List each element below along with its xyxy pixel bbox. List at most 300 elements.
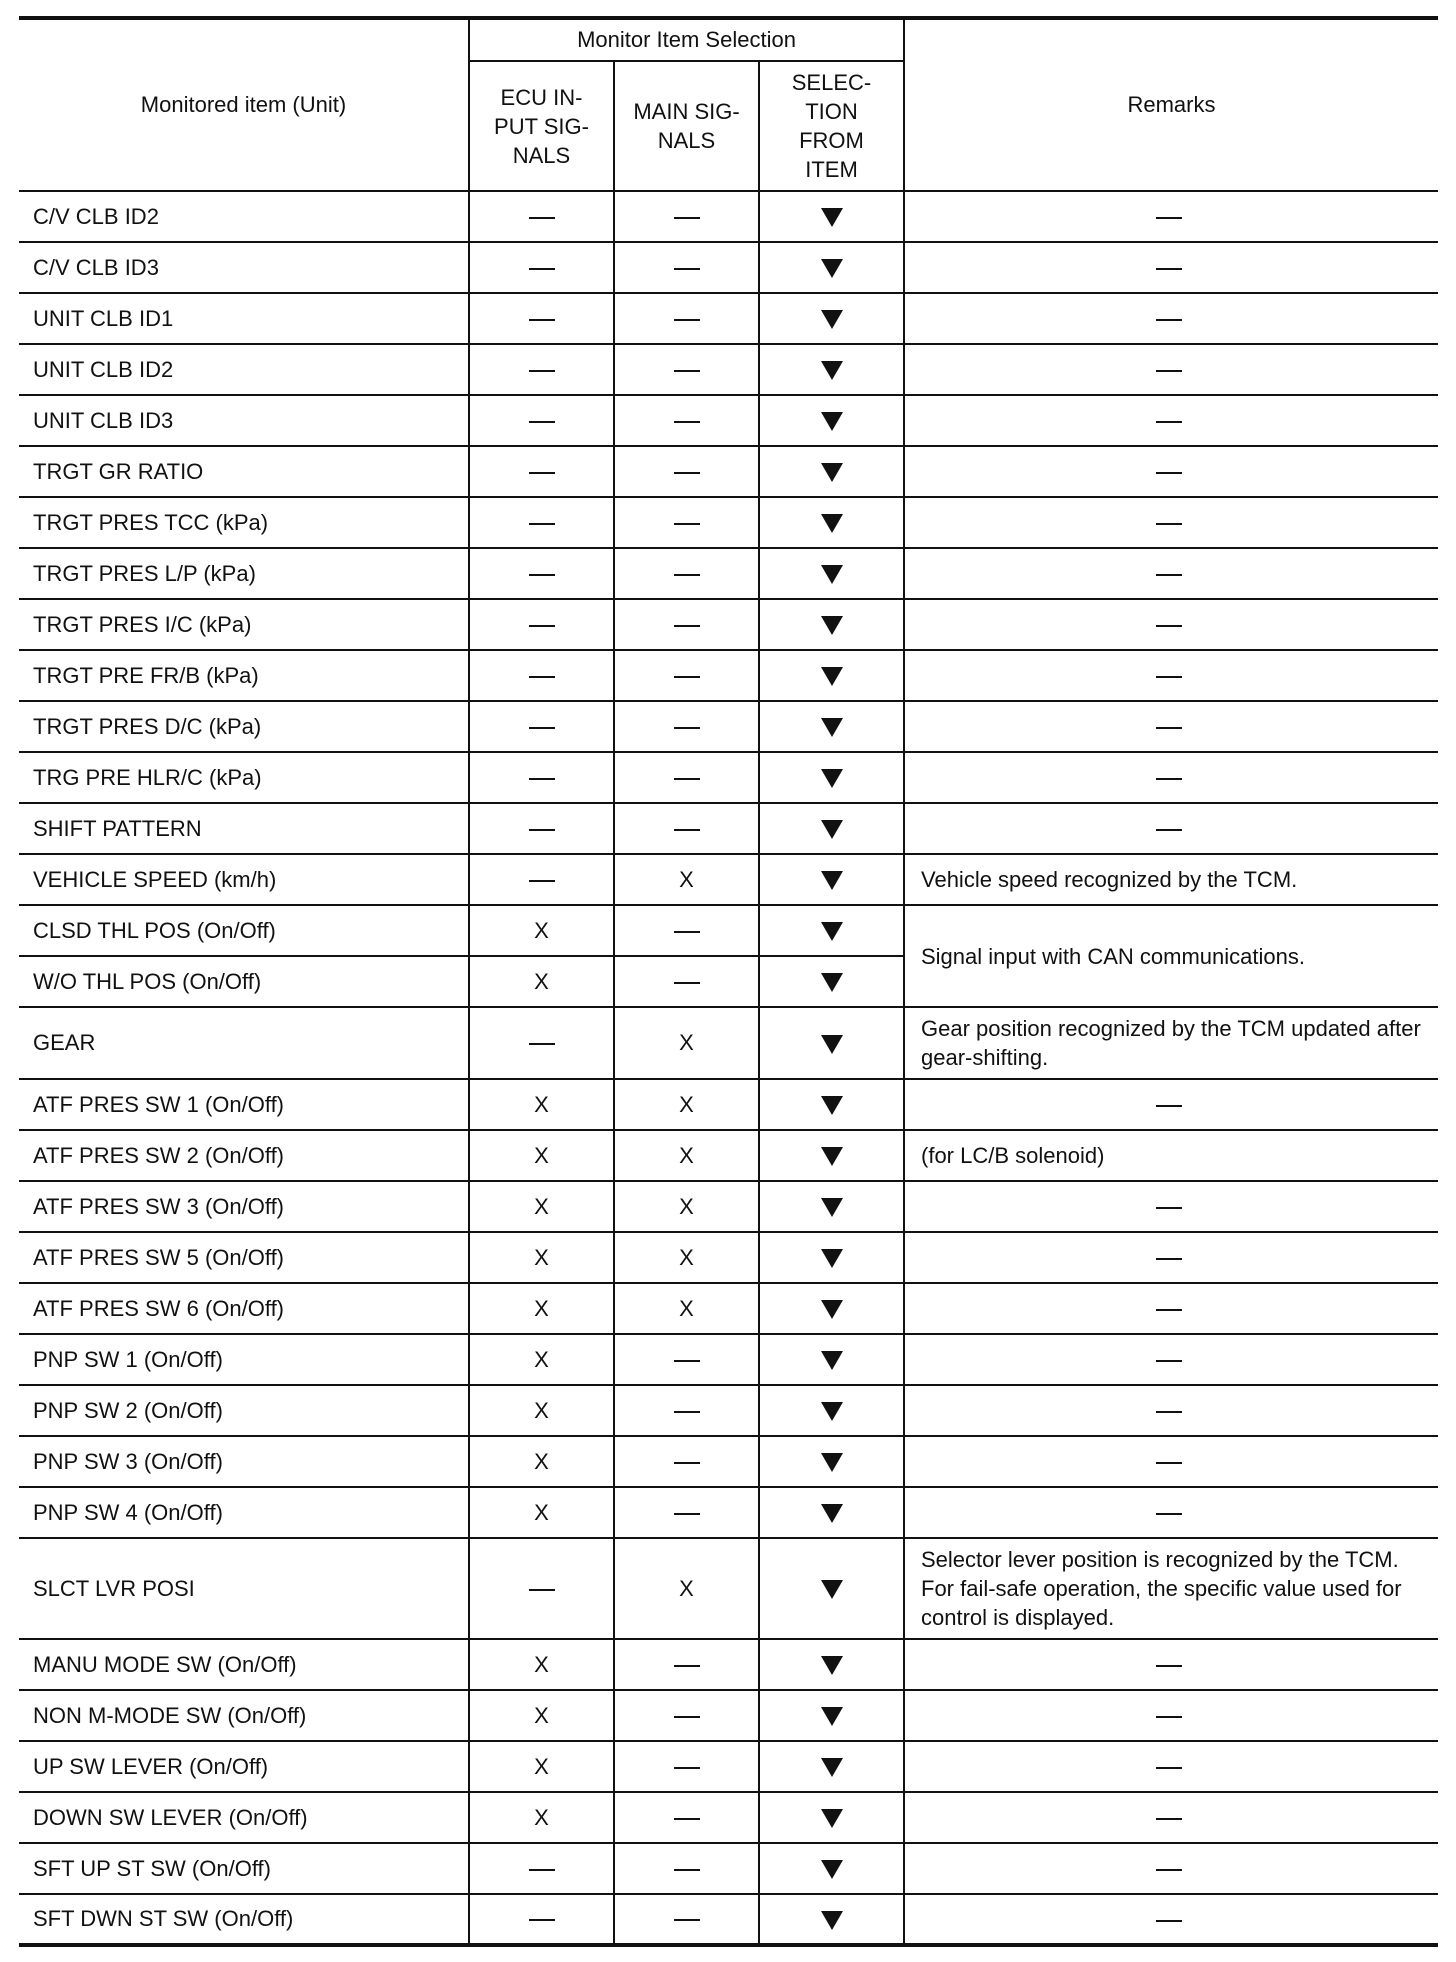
table-row xyxy=(19,191,1438,242)
table-row xyxy=(19,497,1438,548)
triangle-down-icon xyxy=(821,1809,843,1828)
x-mark: X xyxy=(534,1091,549,1117)
selection-from-item-cell xyxy=(759,905,904,956)
remarks-cell xyxy=(904,1894,1438,1945)
dash-mark xyxy=(529,268,555,270)
dash-mark xyxy=(674,319,700,321)
selection-from-item-cell xyxy=(759,344,904,395)
remarks-dash-mark xyxy=(1156,523,1182,525)
main-signals-cell xyxy=(614,905,759,956)
remarks-cell: Signal input with CAN communications. xyxy=(904,905,1438,1007)
remarks-dash-mark xyxy=(1156,1767,1182,1769)
monitored-item-cell: CLSD THL POS (On/Off) xyxy=(19,905,469,956)
monitor-item-table xyxy=(19,16,1438,1947)
ecu-input-signals-cell xyxy=(469,1283,614,1334)
ecu-input-signals-cell xyxy=(469,1741,614,1792)
table-row xyxy=(19,344,1438,395)
remarks-cell xyxy=(904,1079,1438,1130)
monitored-item-cell: UNIT CLB ID3 xyxy=(19,395,469,446)
remarks-dash-mark xyxy=(1156,1920,1182,1922)
triangle-down-icon xyxy=(821,361,843,380)
monitored-item-cell: ATF PRES SW 5 (On/Off) xyxy=(19,1232,469,1283)
triangle-down-icon xyxy=(821,1911,843,1930)
triangle-down-icon xyxy=(821,514,843,533)
remarks-dash-mark xyxy=(1156,1105,1182,1107)
main-signals-cell xyxy=(614,446,759,497)
ecu-input-signals-cell xyxy=(469,1232,614,1283)
dash-mark xyxy=(674,1360,700,1362)
monitored-item-cell: ATF PRES SW 1 (On/Off) xyxy=(19,1079,469,1130)
ecu-input-signals-cell xyxy=(469,242,614,293)
monitored-item-cell: PNP SW 4 (On/Off) xyxy=(19,1487,469,1538)
ecu-input-signals-cell xyxy=(469,1487,614,1538)
dash-mark xyxy=(674,829,700,831)
ecu-input-signals-cell xyxy=(469,1538,614,1639)
table-row xyxy=(19,1436,1438,1487)
remarks-cell xyxy=(904,293,1438,344)
table-row xyxy=(19,1843,1438,1894)
selection-from-item-cell xyxy=(759,1232,904,1283)
header-selection-from-item xyxy=(759,61,904,191)
ecu-input-signals-cell xyxy=(469,293,614,344)
x-mark: X xyxy=(534,1499,549,1525)
table-header xyxy=(19,18,1438,191)
dash-mark xyxy=(529,625,555,627)
monitored-item-cell: SFT DWN ST SW (On/Off) xyxy=(19,1894,469,1945)
table-row xyxy=(19,1741,1438,1792)
dash-mark xyxy=(529,217,555,219)
table-row xyxy=(19,701,1438,752)
header-ecu-input-signals xyxy=(469,61,614,191)
dash-mark xyxy=(674,625,700,627)
remarks-dash-mark xyxy=(1156,1411,1182,1413)
x-mark: X xyxy=(679,866,694,892)
triangle-down-icon xyxy=(821,1860,843,1879)
main-signals-cell xyxy=(614,548,759,599)
monitored-item-cell: TRGT PRES TCC (kPa) xyxy=(19,497,469,548)
dash-mark xyxy=(529,1869,555,1871)
remarks-dash-mark xyxy=(1156,1513,1182,1515)
monitored-item-cell: GEAR xyxy=(19,1007,469,1079)
ecu-input-signals-cell xyxy=(469,395,614,446)
remarks-dash-mark xyxy=(1156,1869,1182,1871)
remarks-dash-mark xyxy=(1156,472,1182,474)
selection-from-item-cell xyxy=(759,1130,904,1181)
main-signals-cell xyxy=(614,1334,759,1385)
monitored-item-cell: TRGT PRES I/C (kPa) xyxy=(19,599,469,650)
main-signals-cell xyxy=(614,1741,759,1792)
x-mark: X xyxy=(534,1295,549,1321)
triangle-down-icon xyxy=(821,208,843,227)
main-signals-cell xyxy=(614,1690,759,1741)
selection-from-item-cell xyxy=(759,1385,904,1436)
triangle-down-icon xyxy=(821,616,843,635)
main-signals-cell xyxy=(614,1538,759,1639)
ecu-input-signals-cell xyxy=(469,1007,614,1079)
dash-mark xyxy=(529,1043,555,1045)
header-ecu-line: ECU IN- xyxy=(500,84,583,110)
remarks-cell xyxy=(904,1181,1438,1232)
selection-from-item-cell xyxy=(759,191,904,242)
triangle-down-icon xyxy=(821,1707,843,1726)
remarks-dash-mark xyxy=(1156,1360,1182,1362)
table-row xyxy=(19,803,1438,854)
monitored-item-cell: SFT UP ST SW (On/Off) xyxy=(19,1843,469,1894)
monitored-item-cell: ATF PRES SW 6 (On/Off) xyxy=(19,1283,469,1334)
header-main-signals xyxy=(614,61,759,191)
x-mark: X xyxy=(534,1448,549,1474)
monitored-item-cell: PNP SW 3 (On/Off) xyxy=(19,1436,469,1487)
x-mark: X xyxy=(679,1030,694,1055)
dash-mark xyxy=(529,676,555,678)
table-row xyxy=(19,395,1438,446)
monitored-item-cell: PNP SW 2 (On/Off) xyxy=(19,1385,469,1436)
main-signals-cell xyxy=(614,395,759,446)
ecu-input-signals-cell xyxy=(469,1181,614,1232)
table-row xyxy=(19,1130,1438,1181)
x-mark: X xyxy=(679,1091,694,1117)
selection-from-item-cell xyxy=(759,1639,904,1690)
main-signals-cell xyxy=(614,1436,759,1487)
table-row xyxy=(19,293,1438,344)
table-row xyxy=(19,1690,1438,1741)
monitored-item-cell: C/V CLB ID2 xyxy=(19,191,469,242)
monitored-item-cell: UP SW LEVER (On/Off) xyxy=(19,1741,469,1792)
remarks-cell xyxy=(904,1436,1438,1487)
x-mark: X xyxy=(534,1702,549,1728)
table-row xyxy=(19,1894,1438,1945)
ecu-input-signals-cell xyxy=(469,599,614,650)
dash-mark xyxy=(674,1919,700,1921)
monitored-item-cell: TRGT PRE FR/B (kPa) xyxy=(19,650,469,701)
selection-from-item-cell xyxy=(759,854,904,905)
remarks-cell xyxy=(904,1334,1438,1385)
table-row xyxy=(19,905,1438,956)
header-sel-line: TION xyxy=(805,99,858,124)
main-signals-cell xyxy=(614,701,759,752)
triangle-down-icon xyxy=(821,1402,843,1421)
remarks-cell xyxy=(904,1283,1438,1334)
ecu-input-signals-cell xyxy=(469,548,614,599)
triangle-down-icon xyxy=(821,1580,843,1599)
selection-from-item-cell xyxy=(759,395,904,446)
remarks-cell xyxy=(904,242,1438,293)
x-mark: X xyxy=(534,1651,549,1677)
triangle-down-icon xyxy=(821,259,843,278)
table-row xyxy=(19,1283,1438,1334)
monitored-item-cell: TRGT PRES D/C (kPa) xyxy=(19,701,469,752)
x-mark: X xyxy=(534,917,549,943)
selection-from-item-cell xyxy=(759,1487,904,1538)
dash-mark xyxy=(529,421,555,423)
dash-mark xyxy=(674,1411,700,1413)
triangle-down-icon xyxy=(821,1035,843,1054)
remarks-dash-mark xyxy=(1156,778,1182,780)
header-ecu-line: PUT SIG- xyxy=(494,113,589,139)
selection-from-item-cell xyxy=(759,1843,904,1894)
triangle-down-icon xyxy=(821,973,843,992)
monitored-item-cell: SLCT LVR POSI xyxy=(19,1538,469,1639)
triangle-down-icon xyxy=(821,463,843,482)
header-main-line: MAIN SIG- xyxy=(633,99,740,124)
dash-mark xyxy=(529,829,555,831)
selection-from-item-cell xyxy=(759,242,904,293)
remarks-cell xyxy=(904,497,1438,548)
table-row xyxy=(19,1334,1438,1385)
main-signals-cell xyxy=(614,1130,759,1181)
main-signals-cell xyxy=(614,752,759,803)
table-row xyxy=(19,752,1438,803)
dash-mark xyxy=(674,574,700,576)
monitored-item-cell: ATF PRES SW 3 (On/Off) xyxy=(19,1181,469,1232)
remarks-cell xyxy=(904,191,1438,242)
remarks-cell xyxy=(904,1792,1438,1843)
main-signals-cell xyxy=(614,1639,759,1690)
table-row xyxy=(19,599,1438,650)
selection-from-item-cell xyxy=(759,1792,904,1843)
triangle-down-icon xyxy=(821,1198,843,1217)
main-signals-cell xyxy=(614,1232,759,1283)
dash-mark xyxy=(674,982,700,984)
main-signals-cell xyxy=(614,1283,759,1334)
dash-mark xyxy=(674,1818,700,1820)
triangle-down-icon xyxy=(821,820,843,839)
dash-mark xyxy=(529,472,555,474)
remarks-cell xyxy=(904,1232,1438,1283)
selection-from-item-cell xyxy=(759,1538,904,1639)
remarks-cell xyxy=(904,701,1438,752)
remarks-dash-mark xyxy=(1156,1258,1182,1260)
main-signals-cell xyxy=(614,1792,759,1843)
selection-from-item-cell xyxy=(759,803,904,854)
remarks-cell xyxy=(904,446,1438,497)
ecu-input-signals-cell xyxy=(469,701,614,752)
monitored-item-cell: W/O THL POS (On/Off) xyxy=(19,956,469,1007)
dash-mark xyxy=(529,1919,555,1921)
triangle-down-icon xyxy=(821,565,843,584)
triangle-down-icon xyxy=(821,1300,843,1319)
selection-from-item-cell xyxy=(759,701,904,752)
dash-mark xyxy=(529,1589,555,1591)
main-signals-cell xyxy=(614,803,759,854)
main-signals-cell xyxy=(614,1007,759,1079)
table-row xyxy=(19,1079,1438,1130)
dash-mark xyxy=(674,1513,700,1515)
dash-mark xyxy=(529,727,555,729)
table-row xyxy=(19,854,1438,905)
remarks-dash-mark xyxy=(1156,574,1182,576)
table-row xyxy=(19,1181,1438,1232)
ecu-input-signals-cell xyxy=(469,1639,614,1690)
dash-mark xyxy=(529,319,555,321)
selection-from-item-cell xyxy=(759,956,904,1007)
dash-mark xyxy=(674,676,700,678)
ecu-input-signals-cell xyxy=(469,1843,614,1894)
remarks-dash-mark xyxy=(1156,319,1182,321)
main-signals-cell xyxy=(614,1385,759,1436)
x-mark: X xyxy=(534,1804,549,1830)
ecu-input-signals-cell xyxy=(469,956,614,1007)
remarks-cell xyxy=(904,1690,1438,1741)
remarks-cell xyxy=(904,1741,1438,1792)
triangle-down-icon xyxy=(821,310,843,329)
remarks-cell xyxy=(904,599,1438,650)
dash-mark xyxy=(674,778,700,780)
monitored-item-cell: UNIT CLB ID2 xyxy=(19,344,469,395)
selection-from-item-cell xyxy=(759,293,904,344)
remarks-cell xyxy=(904,1843,1438,1894)
x-mark: X xyxy=(534,1244,549,1270)
monitored-item-cell: ATF PRES SW 2 (On/Off) xyxy=(19,1130,469,1181)
dash-mark xyxy=(674,421,700,423)
triangle-down-icon xyxy=(821,1147,843,1166)
triangle-down-icon xyxy=(821,667,843,686)
triangle-down-icon xyxy=(821,718,843,737)
dash-mark xyxy=(674,217,700,219)
triangle-down-icon xyxy=(821,412,843,431)
table-row xyxy=(19,1007,1438,1079)
ecu-input-signals-cell xyxy=(469,1792,614,1843)
ecu-input-signals-cell xyxy=(469,1385,614,1436)
remarks-cell xyxy=(904,1487,1438,1538)
main-signals-cell xyxy=(614,956,759,1007)
selection-from-item-cell xyxy=(759,1690,904,1741)
remarks-dash-mark xyxy=(1156,1309,1182,1311)
selection-from-item-cell xyxy=(759,446,904,497)
monitored-item-cell: MANU MODE SW (On/Off) xyxy=(19,1639,469,1690)
main-signals-cell xyxy=(614,599,759,650)
remarks-dash-mark xyxy=(1156,370,1182,372)
x-mark: X xyxy=(679,1575,694,1601)
triangle-down-icon xyxy=(821,1656,843,1675)
ecu-input-signals-cell xyxy=(469,1130,614,1181)
main-signals-cell xyxy=(614,191,759,242)
selection-from-item-cell xyxy=(759,599,904,650)
remarks-dash-mark xyxy=(1156,421,1182,423)
header-monitored-item: Monitored item (Unit) xyxy=(19,18,469,191)
table-row xyxy=(19,242,1438,293)
remarks-dash-mark xyxy=(1156,217,1182,219)
dash-mark xyxy=(674,727,700,729)
header-monitor-item-selection: Monitor Item Selection xyxy=(469,18,904,61)
selection-from-item-cell xyxy=(759,548,904,599)
ecu-input-signals-cell xyxy=(469,803,614,854)
ecu-input-signals-cell xyxy=(469,905,614,956)
selection-from-item-cell xyxy=(759,1007,904,1079)
header-main-line: NALS xyxy=(657,128,716,153)
remarks-cell xyxy=(904,1639,1438,1690)
table-row xyxy=(19,1639,1438,1690)
main-signals-cell xyxy=(614,650,759,701)
remarks-cell xyxy=(904,548,1438,599)
remarks-cell xyxy=(904,650,1438,701)
x-mark: X xyxy=(534,1346,549,1372)
dash-mark xyxy=(674,1462,700,1464)
selection-from-item-cell xyxy=(759,1741,904,1792)
remarks-dash-mark xyxy=(1156,1462,1182,1464)
selection-from-item-cell xyxy=(759,752,904,803)
monitored-item-cell: NON M-MODE SW (On/Off) xyxy=(19,1690,469,1741)
ecu-input-signals-cell xyxy=(469,854,614,905)
remarks-dash-mark xyxy=(1156,1716,1182,1718)
monitored-item-cell: UNIT CLB ID1 xyxy=(19,293,469,344)
header-sel-line: ITEM xyxy=(805,157,858,182)
table-row xyxy=(19,1538,1438,1639)
main-signals-cell xyxy=(614,854,759,905)
x-mark: X xyxy=(679,1244,694,1270)
ecu-input-signals-cell xyxy=(469,344,614,395)
x-mark: X xyxy=(534,1193,549,1219)
remarks-cell xyxy=(904,752,1438,803)
remarks-dash-mark xyxy=(1156,1207,1182,1209)
dash-mark xyxy=(674,268,700,270)
dash-mark xyxy=(674,370,700,372)
ecu-input-signals-cell xyxy=(469,1334,614,1385)
x-mark: X xyxy=(534,1753,549,1779)
remarks-cell: (for LC/B solenoid) xyxy=(904,1130,1438,1181)
ecu-input-signals-cell xyxy=(469,1894,614,1945)
main-signals-cell xyxy=(614,344,759,395)
monitored-item-cell: TRG PRE HLR/C (kPa) xyxy=(19,752,469,803)
remarks-dash-mark xyxy=(1156,727,1182,729)
selection-from-item-cell xyxy=(759,1283,904,1334)
dash-mark xyxy=(674,1869,700,1871)
dash-mark xyxy=(674,1767,700,1769)
ecu-input-signals-cell xyxy=(469,752,614,803)
ecu-input-signals-cell xyxy=(469,446,614,497)
header-remarks: Remarks xyxy=(904,18,1438,191)
monitored-item-cell: TRGT PRES L/P (kPa) xyxy=(19,548,469,599)
main-signals-cell xyxy=(614,293,759,344)
remarks-dash-mark xyxy=(1156,829,1182,831)
remarks-cell: Selector lever position is recognized by the TCM. For fail-safe operation, the specific value used for control is displayed. xyxy=(904,1538,1438,1639)
triangle-down-icon xyxy=(821,1758,843,1777)
table-row xyxy=(19,1232,1438,1283)
main-signals-cell xyxy=(614,1181,759,1232)
dash-mark xyxy=(674,1716,700,1718)
dash-mark xyxy=(529,523,555,525)
ecu-input-signals-cell xyxy=(469,1436,614,1487)
dash-mark xyxy=(529,574,555,576)
main-signals-cell xyxy=(614,1487,759,1538)
x-mark: X xyxy=(534,968,549,994)
x-mark: X xyxy=(679,1193,694,1219)
remarks-dash-mark xyxy=(1156,1818,1182,1820)
selection-from-item-cell xyxy=(759,650,904,701)
remarks-cell: Gear position recognized by the TCM updated after gear-shifting. xyxy=(904,1007,1438,1079)
selection-from-item-cell xyxy=(759,1079,904,1130)
main-signals-cell xyxy=(614,242,759,293)
selection-from-item-cell xyxy=(759,1181,904,1232)
table-row xyxy=(19,650,1438,701)
monitored-item-cell: DOWN SW LEVER (On/Off) xyxy=(19,1792,469,1843)
dash-mark xyxy=(529,880,555,882)
table-row xyxy=(19,1487,1438,1538)
remarks-dash-mark xyxy=(1156,676,1182,678)
table-row xyxy=(19,446,1438,497)
dash-mark xyxy=(674,931,700,933)
dash-mark xyxy=(674,1665,700,1667)
x-mark: X xyxy=(679,1295,694,1321)
ecu-input-signals-cell xyxy=(469,1690,614,1741)
selection-from-item-cell xyxy=(759,1436,904,1487)
x-mark: X xyxy=(534,1142,549,1168)
triangle-down-icon xyxy=(821,1351,843,1370)
triangle-down-icon xyxy=(821,1453,843,1472)
dash-mark xyxy=(674,523,700,525)
triangle-down-icon xyxy=(821,1249,843,1268)
triangle-down-icon xyxy=(821,1504,843,1523)
